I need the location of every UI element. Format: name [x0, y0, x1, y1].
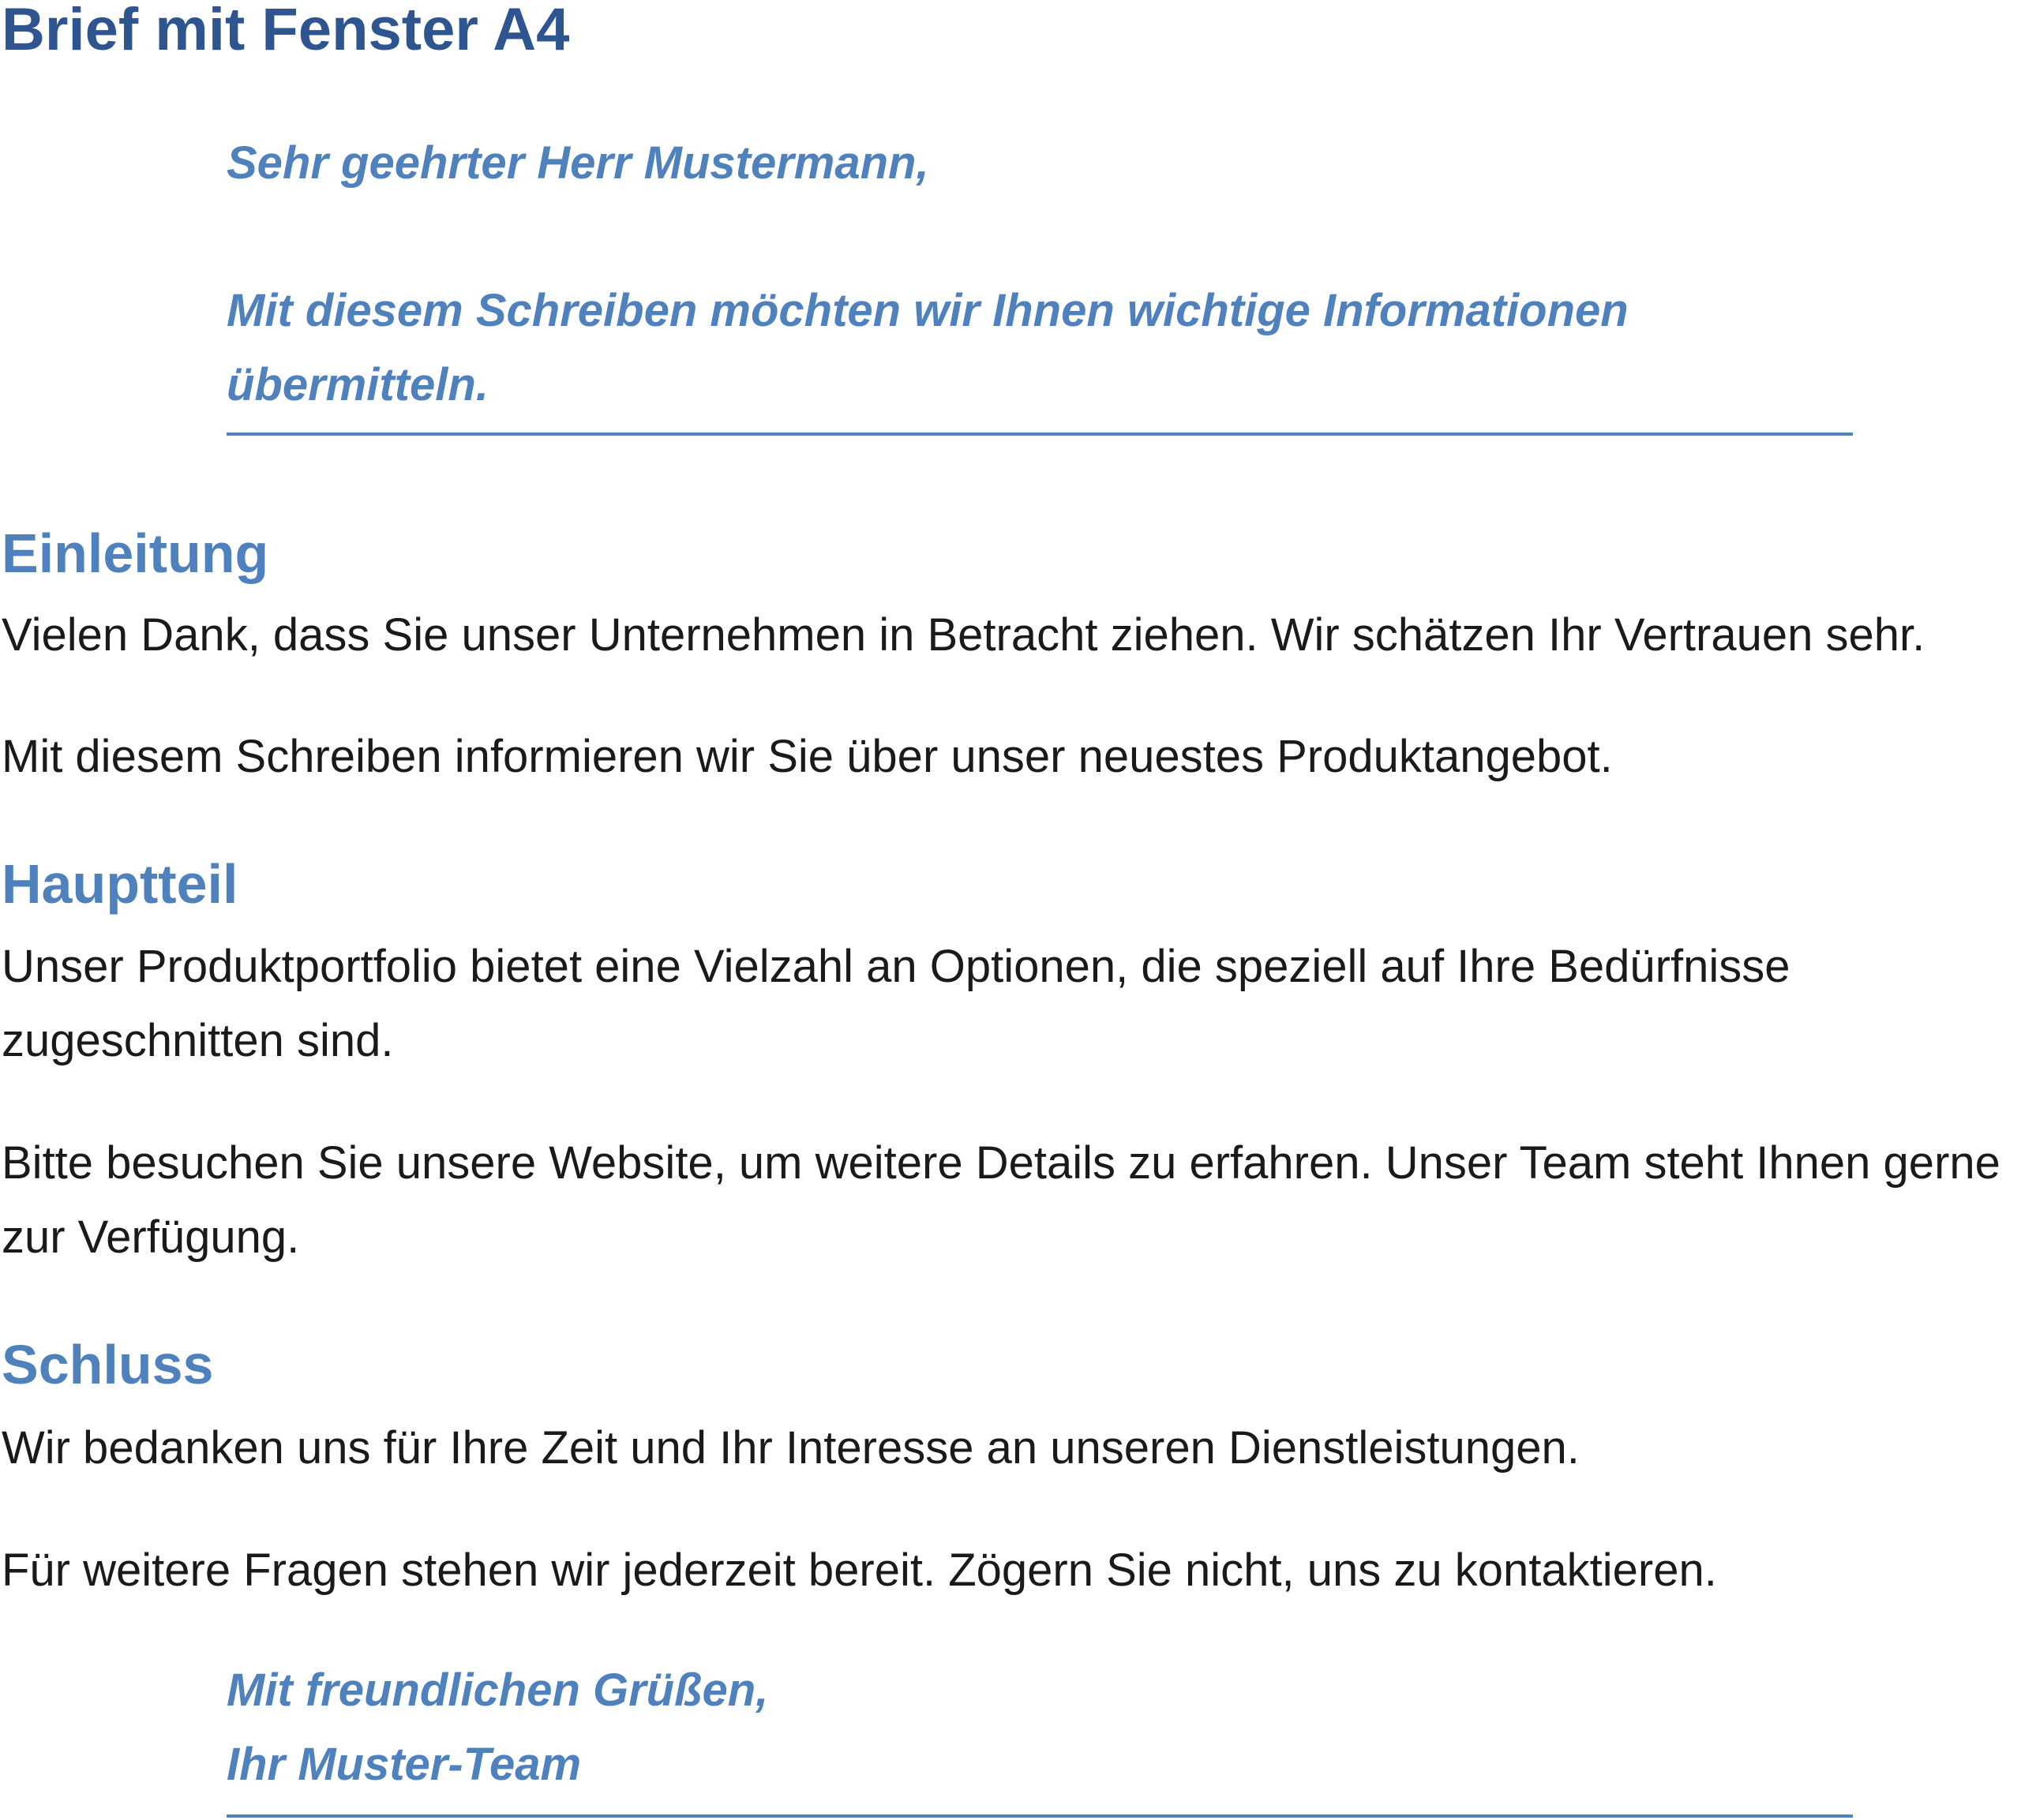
- section-heading-einleitung: Einleitung: [2, 522, 269, 584]
- paragraph-hauptteil-1: Unser Produktportfolio bietet eine Vielzahl an Optionen, die speziell auf Ihre Bedürfnisse zugeschnitten sind.: [2, 941, 1790, 1066]
- section-heading-hauptteil: Hauptteil: [2, 853, 238, 915]
- quote-divider: [227, 433, 1853, 436]
- closing-greeting: Mit freundlichen Grüßen,: [227, 1665, 769, 1716]
- paragraph-einleitung-1: Vielen Dank, dass Sie unser Unternehmen in Betracht ziehen. Wir schätzen Ihr Vertrauen sehr.: [2, 609, 1925, 661]
- paragraph-hauptteil-2: Bitte besuchen Sie unsere Website, um weitere Details zu erfahren. Unser Team steht Ihnen gerne zur Verfügung.: [2, 1137, 2000, 1263]
- paragraph-schluss-1: Wir bedanken uns für Ihre Zeit und Ihr Interesse an unseren Dienstleistungen.: [2, 1422, 1580, 1474]
- paragraph-schluss-2: Für weitere Fragen stehen wir jederzeit bereit. Zögern Sie nicht, uns zu kontaktieren.: [2, 1545, 1717, 1596]
- salutation: Sehr geehrter Herr Mustermann,: [227, 137, 929, 189]
- closing-divider: [227, 1814, 1853, 1818]
- document-title: Brief mit Fenster A4: [2, 0, 570, 63]
- section-heading-schluss: Schluss: [2, 1334, 214, 1395]
- intro-quote: Mit diesem Schreiben möchten wir Ihnen wichtige Informationen übermitteln.: [227, 285, 1629, 410]
- paragraph-einleitung-2: Mit diesem Schreiben informieren wir Sie über unser neuestes Produktangebot.: [2, 731, 1613, 782]
- closing-signature: Ihr Muster-Team: [227, 1739, 582, 1790]
